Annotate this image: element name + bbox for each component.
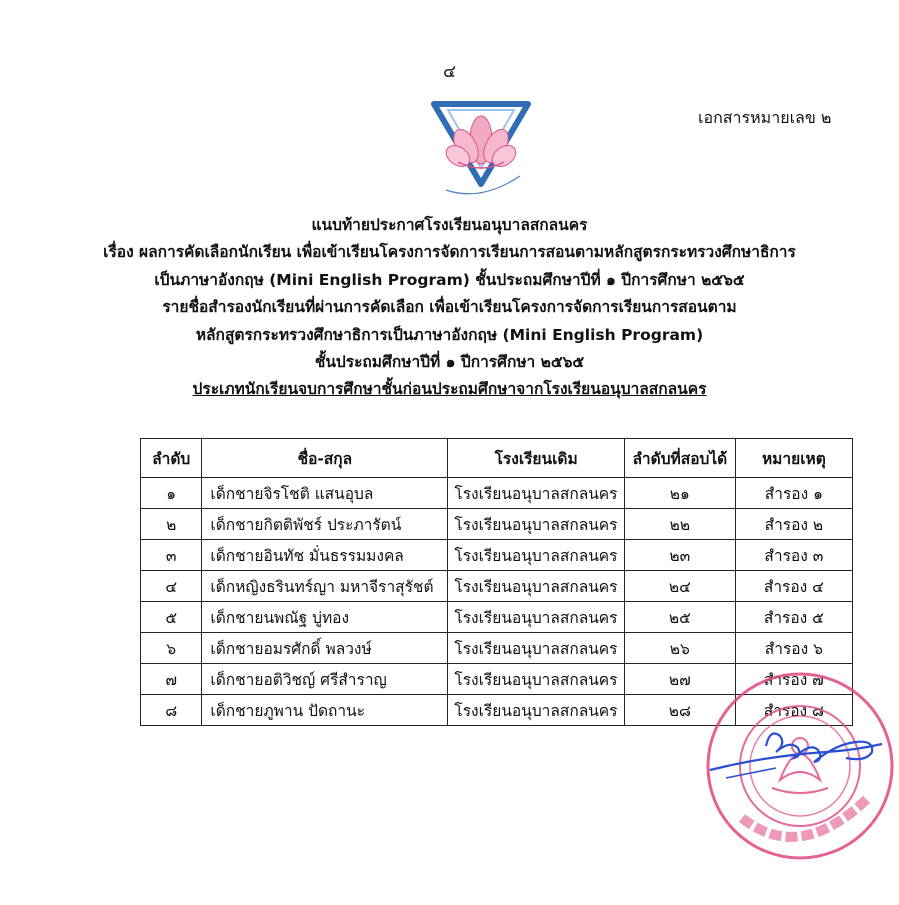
cell-note: สำรอง ๘ [735, 695, 852, 726]
cell-name: เด็กชายจิรโชติ แสนอุบล [202, 478, 448, 509]
cell-order: ๒ [141, 509, 202, 540]
cell-order: ๑ [141, 478, 202, 509]
cell-school: โรงเรียนอนุบาลสกลนคร [448, 664, 625, 695]
cell-rank: ๒๒ [624, 509, 735, 540]
header-school: โรงเรียนเดิม [448, 439, 625, 478]
cell-rank: ๒๕ [624, 602, 735, 633]
cell-order: ๕ [141, 602, 202, 633]
table-row [141, 633, 853, 664]
cell-school: โรงเรียนอนุบาลสกลนคร [448, 602, 625, 633]
cell-note: สำรอง ๗ [735, 664, 852, 695]
table-row [141, 478, 853, 509]
cell-school: โรงเรียนอนุบาลสกลนคร [448, 509, 625, 540]
cell-order: ๔ [141, 571, 202, 602]
heading-line-6: ชั้นประถมศึกษาปีที่ ๑ ปีการศึกษา ๒๕๖๕ [314, 353, 585, 372]
lotus-triangle-logo-icon [428, 96, 534, 202]
header-rank: ลำดับที่สอบได้ [624, 439, 735, 478]
table-row [141, 602, 853, 633]
table-row [141, 540, 853, 571]
cell-school: โรงเรียนอนุบาลสกลนคร [448, 571, 625, 602]
announcement-heading [0, 212, 899, 404]
table-row [141, 509, 853, 540]
cell-order: ๖ [141, 633, 202, 664]
cell-note: สำรอง ๕ [735, 602, 852, 633]
cell-order: ๘ [141, 695, 202, 726]
cell-school: โรงเรียนอนุบาลสกลนคร [448, 540, 625, 571]
cell-school: โรงเรียนอนุบาลสกลนคร [448, 695, 625, 726]
heading-line-3: เป็นภาษาอังกฤษ (Mini English Program) ชั้นประถมศึกษาปีที่ ๑ ปีการศึกษา ๒๕๖๕ [154, 270, 745, 289]
cell-name: เด็กชายอติวิชญ์ ศรีสำราญ [202, 664, 448, 695]
cell-rank: ๒๔ [624, 571, 735, 602]
cell-name: เด็กชายนพณัฐ บู่ทอง [202, 602, 448, 633]
table-header-row [141, 439, 853, 478]
heading-line-4: รายชื่อสำรองนักเรียนที่ผ่านการคัดเลือก เพื่อเข้าเรียนโครงการจัดการเรียนการสอนตาม [162, 298, 737, 317]
cell-name: เด็กชายอมรศักดิ์ พลวงษ์ [202, 633, 448, 664]
heading-line-1: แนบท้ายประกาศโรงเรียนอนุบาลสกลนคร [311, 216, 588, 234]
cell-order: ๓ [141, 540, 202, 571]
cell-school: โรงเรียนอนุบาลสกลนคร [448, 633, 625, 664]
cell-name: เด็กชายกิตติพัชร์ ประภารัตน์ [202, 509, 448, 540]
cell-rank: ๒๘ [624, 695, 735, 726]
cell-rank: ๒๑ [624, 478, 735, 509]
cell-note: สำรอง ๖ [735, 633, 852, 664]
cell-name: เด็กชายอินทัช มั่นธรรมมงคล [202, 540, 448, 571]
document-reference: เอกสารหมายเลข ๒ [698, 108, 832, 127]
cell-rank: ๒๖ [624, 633, 735, 664]
cell-note: สำรอง ๓ [735, 540, 852, 571]
page-number: ๔ [443, 62, 456, 82]
heading-line-2: เรื่อง ผลการคัดเลือกนักเรียน เพื่อเข้าเรียนโครงการจัดการเรียนการสอนตามหลักสูตรกระทรวงศึกษาธิการ [103, 243, 796, 262]
cell-name: เด็กหญิงธรินทร์ญา มหาจีราสุรัชต์ [202, 571, 448, 602]
cell-rank: ๒๗ [624, 664, 735, 695]
cell-name: เด็กชายภูพาน ปัดถานะ [202, 695, 448, 726]
cell-order: ๗ [141, 664, 202, 695]
cell-school: โรงเรียนอนุบาลสกลนคร [448, 478, 625, 509]
heading-category: ประเภทนักเรียนจบการศึกษาชั้นก่อนประถมศึกษาจากโรงเรียนอนุบาลสกลนคร [192, 380, 707, 399]
header-note: หมายเหตุ [735, 439, 852, 478]
table-row [141, 571, 853, 602]
header-name: ชื่อ-สกุล [202, 439, 448, 478]
cell-note: สำรอง ๒ [735, 509, 852, 540]
cell-note: สำรอง ๑ [735, 478, 852, 509]
header-order: ลำดับ [141, 439, 202, 478]
cell-note: สำรอง ๔ [735, 571, 852, 602]
handwritten-signature-icon [706, 722, 886, 792]
cell-rank: ๒๓ [624, 540, 735, 571]
heading-line-5: หลักสูตรกระทรวงศึกษาธิการเป็นภาษาอังกฤษ (Mini English Program) [195, 325, 704, 344]
